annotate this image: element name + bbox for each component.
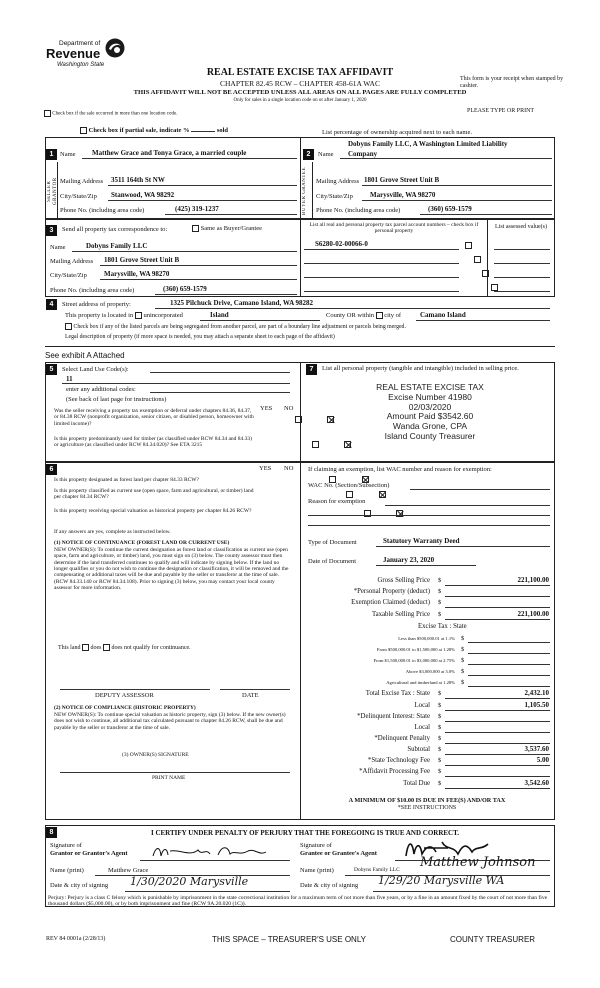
- subtotal-label: Subtotal: [407, 746, 430, 753]
- delinq-penalty-label: *Delinquent Penalty: [374, 735, 430, 742]
- gross-label: Gross Selling Price: [377, 577, 430, 584]
- taxable-dollar: $: [438, 611, 442, 618]
- forest-yes-header: YES: [259, 465, 272, 472]
- grantor-name-label: Name (print): [50, 867, 84, 874]
- tax-name[interactable]: Dobyns Family LLC: [86, 242, 148, 250]
- see-instructions: *SEE INSTRUCTIONS: [397, 805, 457, 811]
- personal-dollar: $: [438, 588, 442, 595]
- grantee-date-label: Date & city of signing: [300, 882, 359, 889]
- taxable-label: Taxable Selling Price: [371, 611, 430, 618]
- does-not-label: does not qualify for continuance.: [111, 644, 191, 651]
- notice2-title: (2) NOTICE OF COMPLIANCE (HISTORIC PROPERTY): [54, 705, 196, 711]
- seller-name[interactable]: Matthew Grace and Tonya Grace, a married couple: [92, 149, 247, 157]
- delinq-penalty-dollar: $: [438, 735, 442, 742]
- unincorporated-checkbox[interactable]: [135, 312, 142, 319]
- city-checkbox[interactable]: [376, 312, 383, 319]
- personal-property-label: List all personal property (tangible and intangible) included in selling price.: [322, 365, 519, 372]
- certify-statement: I CERTIFY UNDER PENALTY OF PERJURY THAT THE FOREGOING IS TRUE AND CORRECT.: [150, 829, 459, 837]
- stamp-line2: Excise Number 41980: [388, 391, 472, 402]
- forest-q2-yes[interactable]: [346, 491, 353, 498]
- tier5-label: Agricultural and timberland at 1.28%: [386, 680, 455, 685]
- continuance-row: [58, 644, 191, 652]
- section-5-badge: 5: [46, 364, 57, 375]
- ownership-note: List percentage of ownership acquired next to each name.: [322, 129, 472, 136]
- additional-codes-label: enter any additional codes:: [66, 386, 136, 393]
- total-due-dollar: $: [438, 780, 442, 787]
- see-back-note: (See back of last page for instructions): [66, 396, 167, 403]
- doc-date[interactable]: January 23, 2020: [383, 556, 435, 564]
- parcel-header: List all real and personal property tax parcel account numbers – check box if personal property: [309, 222, 479, 235]
- tax-phone[interactable]: (360) 659-1579: [163, 285, 207, 293]
- legal-description[interactable]: See exhibit A Attached: [45, 351, 125, 360]
- receipt-note: This form is your receipt when stamped by cashier.: [460, 76, 564, 89]
- seller-phone[interactable]: (425) 319-1237: [175, 205, 219, 213]
- delinq-int-local-label: Local: [414, 724, 430, 731]
- grantor-sig-label-2: Grantor or Grantor's Agent: [50, 850, 128, 857]
- buyer-phone-label: Phone No. (including area code): [316, 207, 401, 214]
- forest-if-yes: If any answers are yes, complete as instructed below.: [54, 529, 171, 535]
- segregated-row: [65, 323, 406, 330]
- grantee-name-handwritten[interactable]: Matthew Johnson: [420, 855, 536, 870]
- legal-label: Legal description of property (if more space is needed, you may attach a separate sheet to each page of the affidavit): [65, 334, 335, 340]
- city-of-label: city of: [384, 312, 402, 319]
- section-2-badge: 2: [303, 149, 314, 160]
- street-address[interactable]: 1325 Pilchuck Drive, Camano Island, WA 98282: [170, 299, 313, 307]
- this-land-label: This land: [58, 644, 81, 651]
- buyer-name-line2[interactable]: Company: [348, 150, 378, 158]
- sold-label: sold: [216, 127, 229, 134]
- lu-question-2: Is this property predominantly used for timber (as classified under RCW 84.34 and 84.33) or agriculture (as classified under RCW 84.34.020)? See ETA 3215: [54, 436, 253, 449]
- lu-no-header: NO: [284, 405, 294, 412]
- forest-q3: Is this property receiving special valuation as historical property per chapter 84.26 RCW?: [54, 508, 252, 514]
- parcel-number[interactable]: S6280-02-00066-0: [315, 240, 368, 248]
- treasurer-stamp: [330, 383, 530, 442]
- assessed-header: List assessed value(s): [495, 224, 547, 230]
- does-label: does: [90, 644, 102, 651]
- section-7-badge: 7: [306, 364, 317, 375]
- delinq-int-state-label: *Delinquent Interest: State: [357, 713, 430, 720]
- delinq-int-local-dollar: $: [438, 724, 442, 731]
- multi-location-checkbox[interactable]: [44, 110, 51, 117]
- exemption-claim-label: If claiming an exemption, list WAC number and reason for exemption:: [308, 466, 492, 473]
- land-use-code[interactable]: 11: [66, 375, 73, 383]
- please-type: PLEASE TYPE OR PRINT: [467, 108, 535, 114]
- section-3-badge: 3: [46, 225, 57, 236]
- land-use-label: Select Land Use Code(s):: [62, 366, 129, 373]
- affidavit-fee-dollar: $: [438, 768, 442, 775]
- excise-state-label: Excise Tax : State: [418, 623, 467, 630]
- tier3-label: From $1,500,000.01 to $3,000,000 at 2.75%: [373, 658, 455, 663]
- grantor-sig-label-1: Signature of: [50, 842, 82, 849]
- tax-name-label: Name: [50, 244, 66, 251]
- forest-no-header: NO: [284, 465, 294, 472]
- treasurer-use-label: THIS SPACE – TREASURER'S USE ONLY: [212, 935, 367, 944]
- tax-corr-label: Send all property tax correspondence to:: [62, 226, 168, 233]
- property-county[interactable]: Island: [210, 311, 229, 319]
- partial-sale-label: Check box if partial sale, indicate %: [88, 127, 190, 134]
- forest-q2-no[interactable]: [379, 491, 386, 498]
- parcel-3-checkbox[interactable]: [482, 270, 489, 277]
- grantee-name-label: Name (print): [300, 867, 334, 874]
- exemption-claimed-label: Exemption Claimed (deduct): [351, 599, 430, 606]
- notice2-body: NEW OWNER(S): To continue special valuation as historic property, sign (3) below. If the new owner(s) does not wish to continue, all additional tax calculated pursuant to chapter 84.26 RCW, shall be due and payable by the seller or transferor at the time of sale.: [54, 712, 286, 731]
- grantor-date-label: Date & city of signing: [50, 882, 109, 889]
- located-row: [65, 312, 183, 319]
- local-value[interactable]: 1,105.50: [524, 701, 549, 709]
- exemption-claimed-dollar: $: [438, 599, 442, 606]
- form-id: REV 84 0001a (2/28/13): [46, 936, 106, 942]
- stamp-line4: Amount Paid $3542.60: [386, 411, 474, 422]
- subtotal-value[interactable]: 3,537.60: [524, 745, 549, 753]
- total-state-dollar: $: [438, 690, 442, 697]
- does-not-qualify-checkbox[interactable]: [103, 644, 110, 651]
- only-for-note: Only for sales in a single location code on or after January 1, 2020: [233, 98, 367, 103]
- stamp-line5: Wanda Grone, CPA: [392, 421, 468, 432]
- total-state-value[interactable]: 2,432.10: [524, 689, 549, 697]
- tax-city-label: City/State/Zip: [50, 272, 87, 279]
- street-label: Street address of property:: [62, 301, 131, 308]
- grantee-date-city[interactable]: 1/29/20 Marysville WA: [378, 874, 505, 887]
- personal-label: *Personal Property (deduct): [353, 588, 430, 595]
- lu-q1-yes[interactable]: [295, 416, 302, 423]
- doc-type[interactable]: Statutory Warranty Deed: [383, 537, 460, 545]
- tier5-dollar: $: [461, 679, 465, 686]
- buyer-mailing-label: Mailing Address: [316, 178, 360, 185]
- parcel-4-checkbox[interactable]: [491, 284, 498, 291]
- form-subtitle: CHAPTER 82.45 RCW – CHAPTER 458-61A WAC: [220, 79, 380, 88]
- lu-q2-yes[interactable]: [312, 441, 319, 448]
- tier1-dollar: $: [461, 635, 465, 642]
- segregated-label: Check box if any of the listed parcels are being segregated from another parcel, are part of a boundary line adjustment or parcels being merged.: [73, 323, 406, 330]
- tech-fee-label: *State Technology Fee: [367, 757, 430, 764]
- county-treasurer-label: COUNTY TREASURER: [450, 935, 536, 944]
- seller-mailing[interactable]: 3511 164th St NW: [111, 176, 165, 184]
- buyer-phone[interactable]: (360) 659-1579: [428, 205, 472, 213]
- buyer-city-label: City/State/Zip: [316, 193, 353, 200]
- dept-line3: Washington State: [57, 62, 105, 68]
- segregated-checkbox[interactable]: [65, 323, 72, 330]
- buyer-mailing[interactable]: 1801 Grove Street Unit B: [364, 176, 440, 184]
- multi-location-label: Check box if the sale occurred in more than one location code.: [52, 111, 178, 117]
- affidavit-fee-label: *Affidavit Processing Fee: [359, 768, 430, 775]
- tax-mailing[interactable]: 1801 Grove Street Unit B: [104, 256, 180, 264]
- tier2-label: From $500,000.01 to $1,500,000 at 1.28%: [376, 647, 455, 652]
- dept-line1: Department of: [59, 40, 101, 47]
- deputy-assessor-label: DEPUTY ASSESSOR: [95, 692, 154, 699]
- tier2-dollar: $: [461, 646, 465, 653]
- stamp-line6: Island County Treasurer: [384, 430, 476, 441]
- reason-label: Reason for exemption: [308, 498, 366, 505]
- buyer-side-label: BUYER GRANTEE: [302, 166, 307, 216]
- grantor-name[interactable]: Matthew Grace: [108, 867, 149, 874]
- buyer-name-line1[interactable]: Dobyns Family LLC, A Washington Limited Liability: [348, 140, 508, 148]
- same-as-buyer-label: Same as Buyer/Grantee: [200, 225, 262, 232]
- total-due-value[interactable]: 3,542.60: [524, 779, 549, 787]
- lu-yes-header: YES: [260, 405, 273, 412]
- print-name-label: PRINT NAME: [152, 775, 186, 781]
- tax-mailing-label: Mailing Address: [50, 258, 94, 265]
- lu-q2-no[interactable]: [344, 441, 351, 448]
- same-as-buyer-checkbox[interactable]: [192, 225, 199, 232]
- same-as-buyer-row: [192, 225, 262, 232]
- parcel-1-checkbox[interactable]: [465, 242, 472, 249]
- dept-line2: Revenue: [46, 46, 101, 61]
- tier3-dollar: $: [461, 657, 465, 664]
- seller-city-label: City/State/Zip: [60, 193, 97, 200]
- property-city[interactable]: Camano Island: [420, 311, 466, 319]
- doc-date-label: Date of Document: [308, 558, 357, 565]
- seller-phone-label: Phone No. (including area code): [60, 207, 145, 214]
- forest-q2: Is this property classified as current use (open space, farm and agricultural, or timber) land per chapter 84.34 RCW?: [54, 488, 254, 501]
- grantor-signature[interactable]: [150, 842, 270, 862]
- section-4-badge: 4: [46, 299, 57, 310]
- tech-fee-value[interactable]: 5.00: [536, 756, 549, 764]
- gross-dollar: $: [438, 577, 442, 584]
- stamp-line1: REAL ESTATE EXCISE TAX: [376, 382, 484, 392]
- notice1-title: (1) NOTICE OF CONTINUANCE (FOREST LAND OR CURRENT USE): [54, 540, 230, 546]
- section-6-badge: 6: [46, 464, 57, 475]
- multi-location-row: [44, 110, 194, 117]
- local-dollar: $: [438, 702, 442, 709]
- does-qualify-checkbox[interactable]: [82, 644, 89, 651]
- buyer-city[interactable]: Marysville, WA 98270: [370, 191, 436, 199]
- tier4-label: Above $3,000,000 at 3.0%: [405, 669, 455, 674]
- total-due-label: Total Due: [403, 780, 430, 787]
- section-1-badge: 1: [46, 149, 57, 160]
- seller-mailing-label: Mailing Address: [60, 178, 104, 185]
- grantee-name[interactable]: Dobyns Family LLC: [354, 867, 400, 873]
- tier4-dollar: $: [461, 668, 465, 675]
- unincorporated-label: unincorporated: [143, 312, 183, 319]
- subtotal-dollar: $: [438, 746, 442, 753]
- perjury-text: Perjury: Perjury is a class C felony which is punishable by imprisonment in the state correctional institution for a maximum term of not more than five years, or by a fine in an amount fixed by the court of not more than five thousand dollars ($5,000.00), or by both imprisonment and fine (RCW 9A.20.020 (1C)).: [48, 895, 548, 908]
- total-state-label: Total Excise Tax : State: [365, 690, 430, 697]
- grantor-date-city[interactable]: 1/30/2020 Marysville: [130, 875, 249, 888]
- owner-signature-label: (3) OWNER(S) SIGNATURE: [122, 752, 189, 758]
- grantee-sig-label-1: Signature of: [300, 842, 332, 849]
- partial-sale-checkbox[interactable]: [80, 127, 87, 134]
- tax-phone-label: Phone No. (including area code): [50, 287, 135, 294]
- gross-value[interactable]: 221,100.00: [517, 576, 549, 584]
- seller-city[interactable]: Stanwood, WA 98292: [111, 191, 175, 199]
- minimum-note: A MINIMUM OF $10.00 IS DUE IN FEE(S) AND/OR TAX: [348, 797, 506, 804]
- buyer-name-label: Name: [318, 151, 334, 158]
- lu-question-1: Was the seller receiving a property tax exemption or deferral under chapters 84.36, 84.37, or 84.38 RCW (nonprofit organization, senior citizen, or disabled person, homeowner with limited income)?: [54, 408, 254, 427]
- grantee-sig-label-2: Grantee or Grantee's Agent: [300, 850, 377, 857]
- assessor-date-label: DATE: [242, 692, 259, 699]
- delinq-int-state-dollar: $: [438, 713, 442, 720]
- dor-logo: [46, 40, 136, 72]
- form-warning: THIS AFFIDAVIT WILL NOT BE ACCEPTED UNLESS ALL AREAS ON ALL PAGES ARE FULLY COMPLETED: [133, 89, 467, 96]
- stamp-line3: 02/03/2020: [408, 401, 452, 412]
- notice1-body: NEW OWNER(S): To continue the current designation as forest land or classification as current use (open space, farm and agriculture, or timber) land, you must sign on (3) below. The county assessor must then determine if the land transferred continues to qualify and will indicate by signing below. If the land no longer qualifies or you do not wish to continue the designation or classification, it will be removed and the compensating or additional taxes will be due and payable by the seller or transferor at the time of sale. (RCW 84.33.140 or RCW 84.34.108). Prior to signing (3) below, you may contact your local county assessor for more information.: [54, 547, 289, 591]
- doc-type-label: Type of Document: [308, 539, 357, 546]
- tax-city[interactable]: Marysville, WA 98270: [104, 270, 170, 278]
- section-8-badge: 8: [46, 827, 57, 838]
- seller-name-label: Name: [60, 151, 76, 158]
- taxable-value[interactable]: 221,100.00: [517, 610, 549, 618]
- local-label: Local: [414, 702, 430, 709]
- partial-sale-row: [80, 127, 228, 134]
- county-or-row: [326, 312, 401, 319]
- located-label: This property is located in: [65, 312, 134, 319]
- tech-fee-dollar: $: [438, 757, 442, 764]
- parcel-2-checkbox[interactable]: [474, 256, 481, 263]
- perjury-statement: [48, 895, 553, 908]
- form-title: REAL ESTATE EXCISE TAX AFFIDAVIT: [206, 67, 394, 78]
- tier1-label: Less than $500,000.01 at 1.1%: [398, 636, 455, 641]
- county-or-label: County OR within: [326, 312, 375, 319]
- forest-q1: Is this property designated as forest land per chapter 84.33 RCW?: [54, 477, 199, 483]
- dor-swoosh-icon: [104, 37, 126, 59]
- wac-label: WAC No. (Section/Subsection): [308, 482, 390, 489]
- seller-side-label: SELLER GRANTOR: [47, 177, 58, 205]
